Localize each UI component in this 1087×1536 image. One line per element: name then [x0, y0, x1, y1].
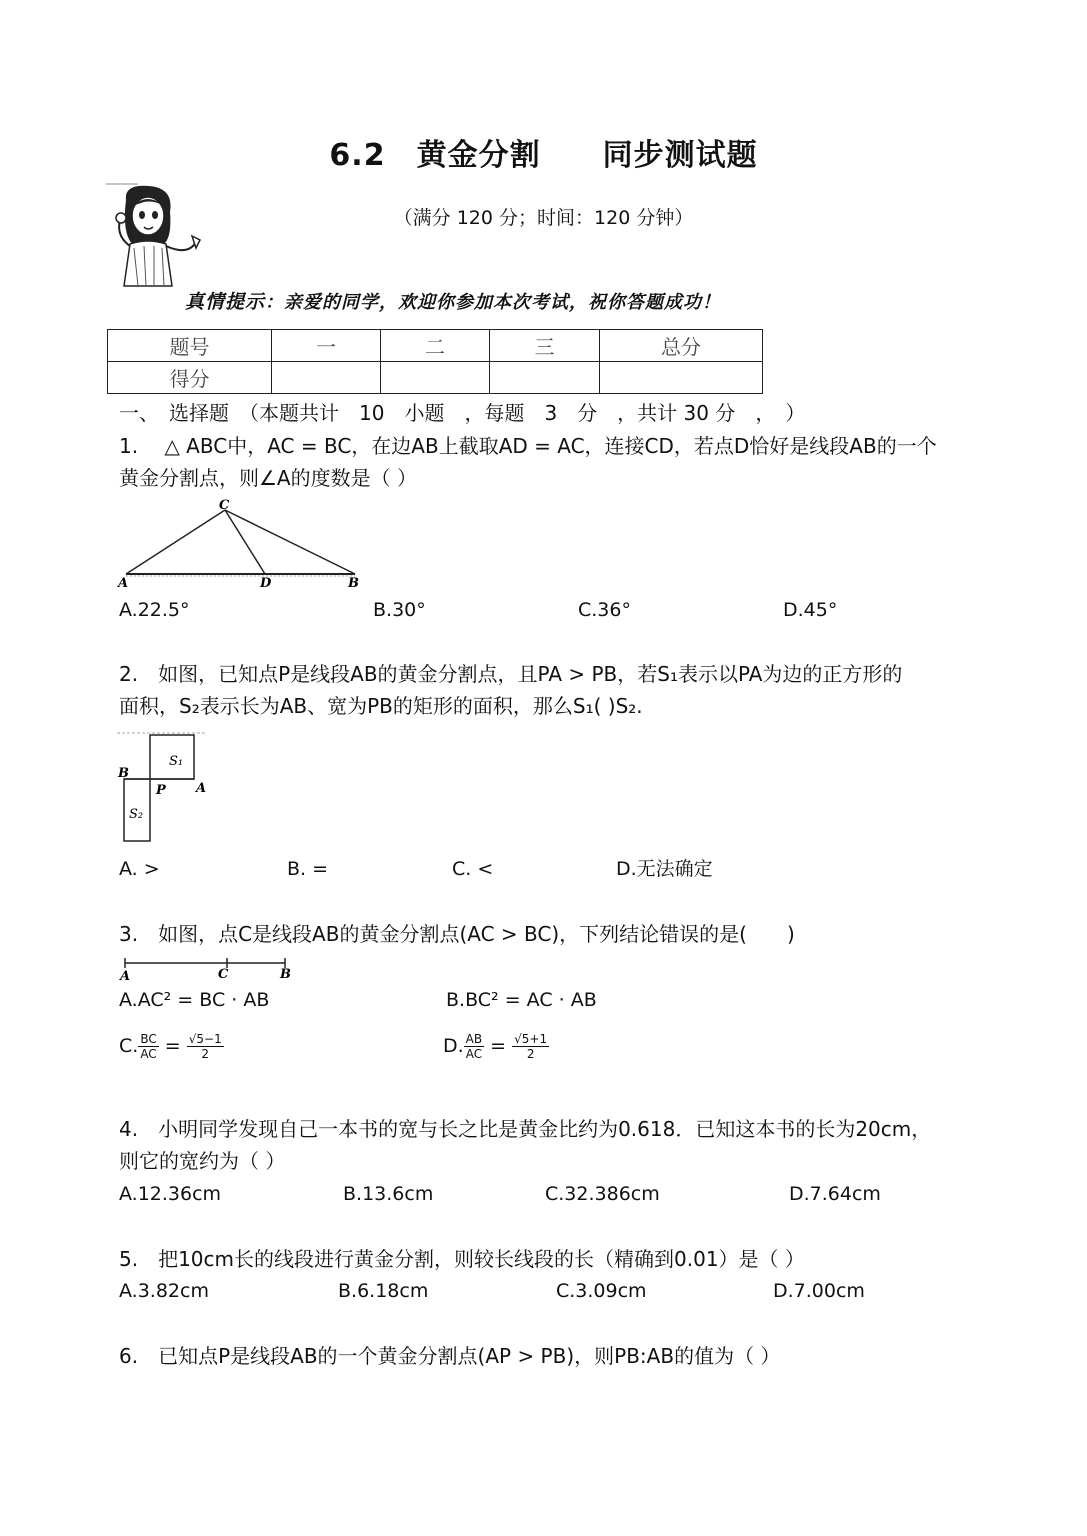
cartoon-girl-illustration: [104, 182, 204, 294]
fig-label-b: B: [118, 766, 129, 781]
fraction-numerator: √5+1: [514, 1032, 548, 1046]
q1-triangle-figure: [115, 495, 365, 590]
q3-option-b[interactable]: B.BC² = AC · AB: [446, 989, 597, 1011]
fig-label-a: A: [196, 781, 207, 796]
q5-option-c[interactable]: C.3.09cm: [556, 1280, 647, 1302]
score-cell[interactable]: [490, 362, 600, 394]
q4-option-b[interactable]: B.13.6cm: [343, 1183, 434, 1205]
q3-segment-figure: [115, 953, 300, 983]
page-title: 6.2 黄金分割 同步测试题: [329, 138, 758, 173]
score-table: [107, 329, 763, 394]
score-cell[interactable]: [600, 362, 763, 394]
q4-option-d[interactable]: D.7.64cm: [789, 1183, 881, 1205]
score-table-header-row: [108, 330, 763, 362]
q3-line1: 3. 如图，点C是线段AB的黄金分割点(AC > BC)，下列结论错误的是( ): [119, 922, 795, 946]
fig-label-b: B: [348, 576, 359, 590]
score-cell[interactable]: [272, 362, 381, 394]
q6-line1: 6. 已知点P是线段AB的一个黄金分割点(AP > PB)，则PB:AB的值为（ ）: [119, 1344, 781, 1368]
encouragement-tip: [185, 287, 721, 314]
row-label-cell: 得分: [108, 362, 272, 394]
q1-option-d[interactable]: D.45°: [783, 599, 838, 621]
q2-line1: 2. 如图，已知点P是线段AB的黄金分割点，且PA > PB，若S₁表示以PA为边的正方形的: [119, 662, 903, 686]
q4-line2: 则它的宽约为（ ）: [119, 1149, 286, 1173]
q5-option-d[interactable]: D.7.00cm: [773, 1280, 865, 1302]
q4-option-c[interactable]: C.32.386cm: [545, 1183, 660, 1205]
fig-label-d: D: [260, 576, 272, 590]
q5-option-b[interactable]: B.6.18cm: [338, 1280, 429, 1302]
fig-label-a: A: [120, 969, 131, 983]
fraction-numerator: BC: [140, 1032, 157, 1046]
fraction-denominator: AC: [465, 1047, 483, 1061]
fraction: [464, 1032, 484, 1061]
fig-label-b: B: [280, 967, 291, 982]
fraction-numerator: √5−1: [188, 1032, 222, 1046]
fig-label-c: C: [218, 967, 229, 982]
q1-option-c[interactable]: C.36°: [578, 599, 631, 621]
fraction-denominator: 2: [526, 1047, 535, 1061]
fraction: [138, 1032, 158, 1061]
q2-golden-rectangle-figure: [115, 730, 215, 848]
header-cell: 二: [381, 330, 490, 362]
q2-option-d[interactable]: D.无法确定: [616, 858, 713, 880]
header-cell: 题号: [108, 330, 272, 362]
q1-option-a[interactable]: A.22.5°: [119, 599, 190, 621]
q3-option-a[interactable]: A.AC² = BC · AB: [119, 989, 270, 1011]
q2-option-b[interactable]: B. =: [287, 858, 329, 880]
tip-text: ：亲爱的同学，欢迎你参加本次考试，祝你答题成功！: [265, 292, 722, 313]
fig-label-p: P: [156, 783, 166, 798]
fraction: [187, 1032, 224, 1061]
header-cell: 一: [272, 330, 381, 362]
fraction-denominator: 2: [201, 1047, 210, 1061]
q2-option-a[interactable]: A. >: [119, 858, 160, 880]
q1-line2: 黄金分割点，则∠A的度数是（ ）: [119, 466, 417, 490]
fraction-numerator: AB: [465, 1032, 483, 1046]
q3-option-d[interactable]: [443, 1030, 549, 1062]
q3-option-c[interactable]: [119, 1030, 224, 1062]
fig-label-s1: S₁: [169, 754, 184, 769]
q4-option-a[interactable]: A.12.36cm: [119, 1183, 222, 1205]
option-prefix: D.: [443, 1035, 464, 1057]
option-prefix: C.: [119, 1035, 139, 1057]
q4-line1: 4. 小明同学发现自己一本书的宽与长之比是黄金比约为0.618．已知这本书的长为20cm，: [119, 1117, 932, 1141]
tip-lead: 真情提示: [185, 291, 266, 313]
score-table-score-row: [108, 362, 763, 394]
q5-line1: 5. 把10cm长的线段进行黄金分割，则较长线段的长（精确到0.01）是（ ）: [119, 1247, 805, 1271]
q1-option-b[interactable]: B.30°: [373, 599, 426, 621]
header-cell: 三: [490, 330, 600, 362]
equals-sign: =: [490, 1035, 507, 1057]
q5-option-a[interactable]: A.3.82cm: [119, 1280, 209, 1302]
q1-line1: 1. △ ABC中，AC = BC，在边AB上截取AD = AC，连接CD，若点D恰好是线段AB的一个: [119, 434, 937, 458]
fraction-denominator: AC: [140, 1047, 157, 1061]
q2-line2: 面积，S₂表示长为AB、宽为PB的矩形的面积，那么S₁( )S₂.: [119, 694, 643, 718]
fig-label-s2: S₂: [129, 807, 144, 822]
fraction: [512, 1032, 549, 1061]
fig-label-c: C: [219, 498, 230, 513]
q2-option-c[interactable]: C. <: [452, 858, 494, 880]
equals-sign: =: [164, 1035, 181, 1057]
exam-info: （满分 120 分；时间：120 分钟）: [393, 207, 694, 229]
section-heading: 一、 选择题 （本题共计 10 小题 ，每题 3 分 ，共计 30 分 ， ）: [119, 401, 806, 425]
fig-label-a: A: [118, 576, 129, 590]
header-cell: 总分: [600, 330, 763, 362]
score-cell[interactable]: [381, 362, 490, 394]
